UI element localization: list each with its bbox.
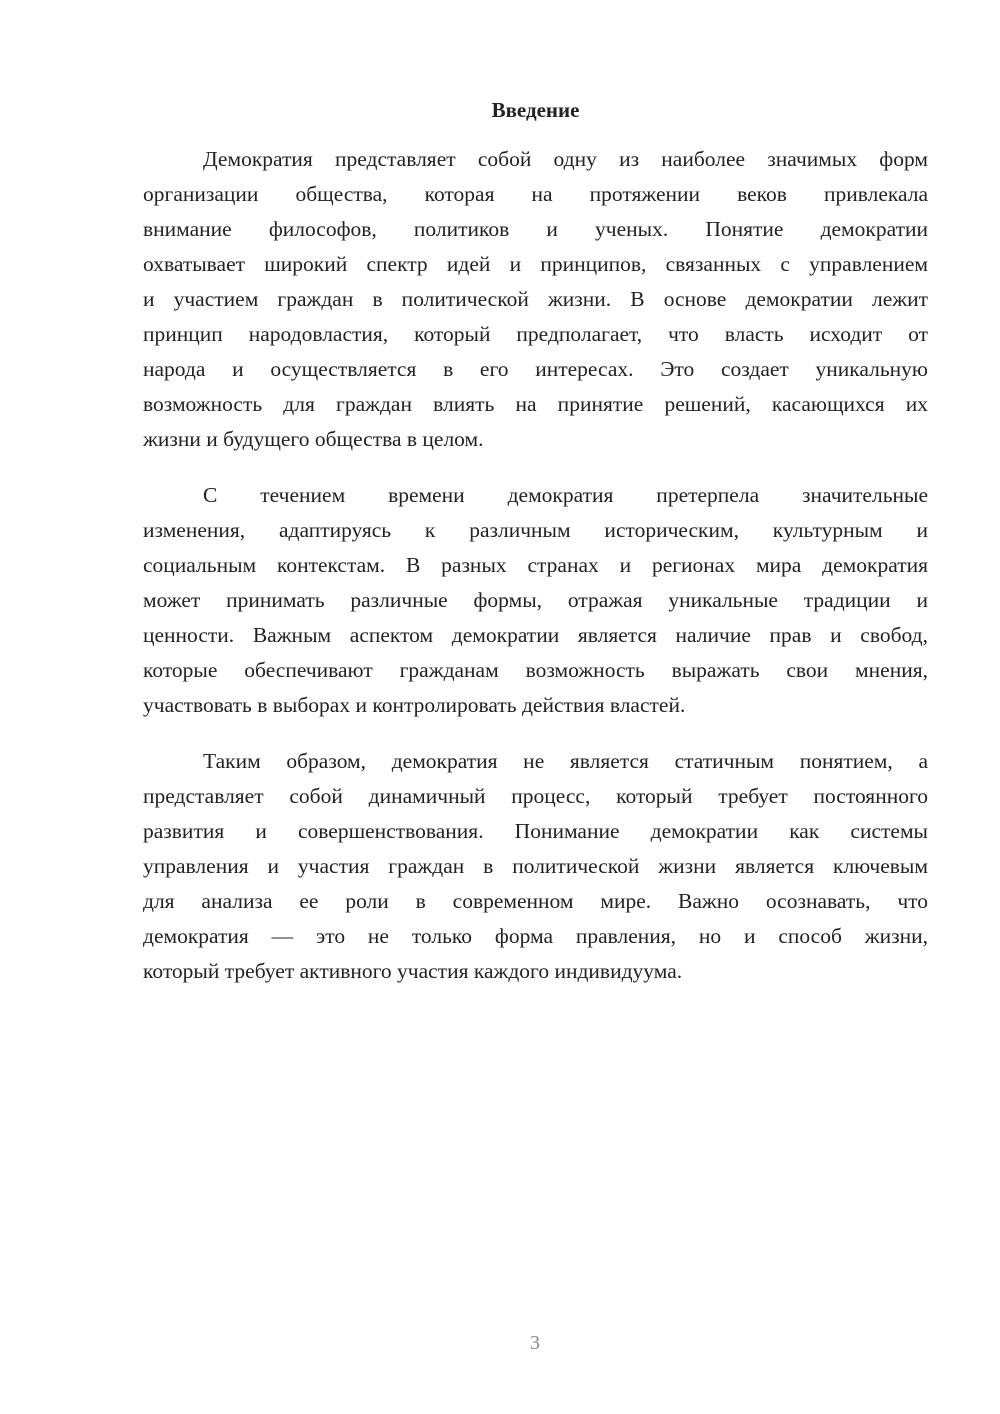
- text-line: управления и участия граждан в политической жизни является ключевым: [143, 854, 928, 878]
- text-line: для анализа ее роли в современном мире. Важно осознавать, что: [143, 889, 928, 913]
- text-line: организации общества, которая на протяжении веков привлекала: [143, 182, 928, 206]
- text-line: изменения, адаптируясь к различным историческим, культурным и: [143, 518, 928, 542]
- text-line: участвовать в выборах и контролировать действия властей.: [143, 693, 686, 717]
- text-line: народа и осуществляется в его интересах. Это создает уникальную: [143, 357, 928, 381]
- text-line: возможность для граждан влиять на принятие решений, касающихся их: [143, 392, 928, 416]
- text-line: Таким образом, демократия не является статичным понятием, а: [203, 749, 928, 773]
- page-number: 3: [530, 1332, 540, 1354]
- text-line: развития и совершенствования. Понимание демократии как системы: [143, 819, 928, 843]
- text-line: может принимать различные формы, отражая уникальные традиции и: [143, 588, 928, 612]
- text-line: охватывает широкий спектр идей и принципов, связанных с управлением: [143, 252, 928, 276]
- text-line: принцип народовластия, который предполагает, что власть исходит от: [143, 322, 928, 346]
- paragraph: [143, 744, 928, 989]
- text-line: демократия — это не только форма правления, но и способ жизни,: [143, 924, 928, 948]
- text-line: и участием граждан в политической жизни. В основе демократии лежит: [143, 287, 928, 311]
- page-content: [143, 93, 928, 1010]
- text-line: который требует активного участия каждого индивидуума.: [143, 959, 683, 983]
- paragraph: [143, 142, 928, 457]
- text-line: внимание философов, политиков и ученых. Понятие демократии: [143, 217, 928, 241]
- text-line: С течением времени демократия претерпела значительные: [203, 483, 928, 507]
- section-heading: Введение: [491, 98, 580, 122]
- text-line: представляет собой динамичный процесс, который требует постоянного: [143, 784, 928, 808]
- paragraph: [143, 478, 928, 723]
- text-line: социальным контекстам. В разных странах и регионах мира демократия: [143, 553, 928, 577]
- text-line: жизни и будущего общества в целом.: [143, 427, 484, 451]
- text-line: Демократия представляет собой одну из наиболее значимых форм: [203, 147, 928, 171]
- text-line: которые обеспечивают гражданам возможность выражать свои мнения,: [143, 658, 928, 682]
- body-text: [143, 142, 928, 989]
- text-line: ценности. Важным аспектом демократии является наличие прав и свобод,: [143, 623, 928, 647]
